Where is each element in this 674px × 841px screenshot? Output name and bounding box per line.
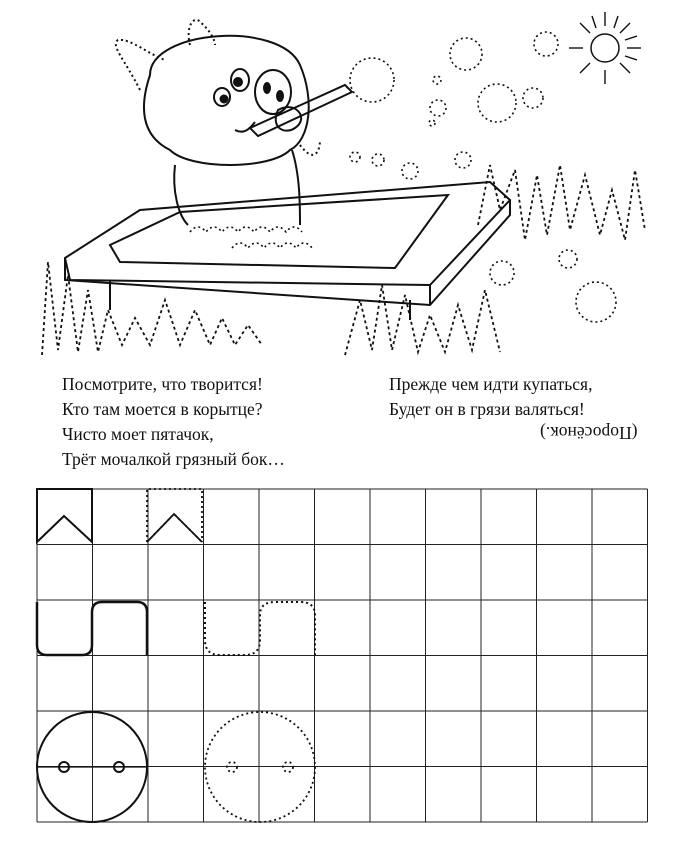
pattern-solid-wave — [37, 602, 147, 655]
poem-left-column — [62, 372, 285, 472]
poem-line: Чисто моет пятачок, — [62, 424, 214, 444]
poem-line: Кто там моется в корытце? — [62, 399, 263, 419]
trough — [65, 182, 510, 320]
poem-line: Посмотрите, что творится! — [62, 374, 263, 394]
soap-bubbles — [350, 32, 616, 322]
pattern-dotted-zigzag — [147, 489, 202, 542]
poem-line: Прежде чем идти купаться, — [389, 374, 593, 394]
piglet-figure — [116, 20, 352, 225]
poem-right-column — [389, 372, 592, 422]
riddle-answer-upside-down: (Поросёнок.) — [540, 423, 638, 443]
grid-lines — [37, 489, 648, 822]
pattern-dotted-wave — [205, 602, 315, 655]
tracing-grid — [0, 480, 674, 841]
pattern-solid-zigzag — [37, 489, 92, 542]
poem-line: Будет он в грязи валяться! — [389, 399, 585, 419]
foam-bubbles — [190, 227, 312, 248]
poem-line: Трёт мочалкой грязный бок… — [62, 449, 285, 469]
sun-icon — [569, 12, 641, 84]
piglet-in-trough-illustration — [0, 0, 674, 370]
